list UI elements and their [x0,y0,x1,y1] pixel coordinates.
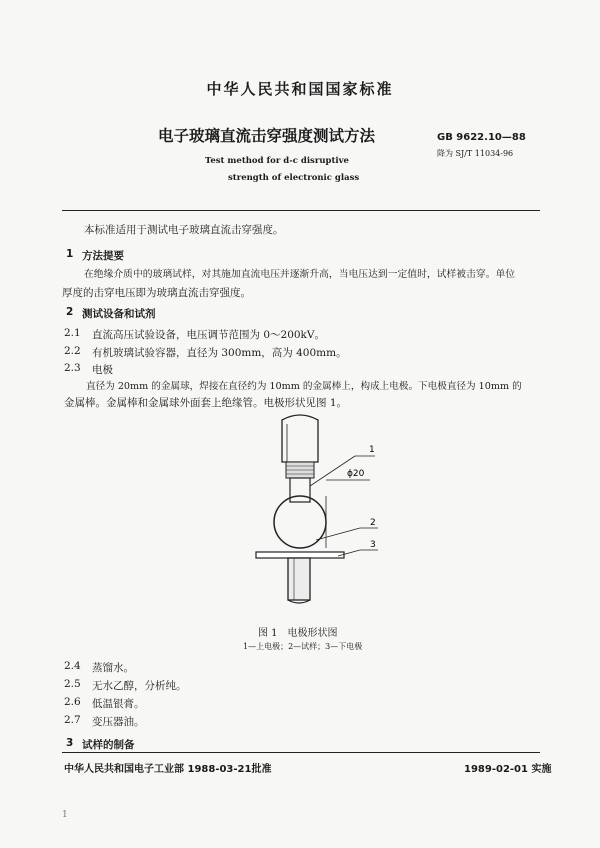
dimension-label: ϕ20 [347,469,365,479]
figure-caption: 图 1 电极形状图 [258,628,338,639]
section-3-number: 3 [66,737,74,749]
lower-electrode-rod [288,558,310,600]
item-2-6-number: 2.6 [64,696,81,708]
electrode-diagram [230,410,400,615]
english-title-line2: strength of electronic glass [228,173,360,183]
item-2-2-text: 有机玻璃试验容器，直径为 300mm，高为 400mm。 [92,347,347,359]
english-title-line1: Test method for d-c disruptive [205,156,349,166]
header-divider [62,210,540,211]
figure-legend: 1—上电极；2—试样；3—下电极 [243,642,363,651]
item-2-5-text: 无水乙醇，分析纯。 [92,680,187,692]
item-2-3-number: 2.3 [64,362,81,374]
section-1-number: 1 [66,248,74,260]
standard-number: GB 9622.10—88 [437,132,526,143]
item-2-7-number: 2.7 [64,714,81,726]
upper-electrode-rod [290,478,310,502]
label-3: 3 [370,540,376,550]
item-2-1-text: 直流高压试验设备，电压调节范围为 0～200kV。 [92,329,326,341]
scope-text: 本标准适用于测试电子玻璃直流击穿强度。 [84,224,284,236]
label-1: 1 [369,445,375,455]
section-1-text-line2: 厚度的击穿电压即为玻璃直流击穿强度。 [62,287,251,299]
item-2-7-text: 变压器油。 [92,716,145,728]
implementation-date: 1989-02-01 实施 [464,764,552,775]
electrode-text-line2: 金属棒。金属棒和金属球外面套上绝缘管。电极形状见图 1。 [64,397,348,409]
section-2-title: 测试设备和试剂 [82,308,156,320]
section-3-title: 试样的制备 [82,739,135,751]
item-2-2-number: 2.2 [64,345,81,357]
item-2-4-number: 2.4 [64,660,81,672]
national-standard-heading: 中华人民共和国国家标准 [206,80,394,98]
label-2: 2 [370,518,376,528]
upper-electrode-ball [274,496,326,548]
section-2-number: 2 [66,306,74,318]
item-2-4-text: 蒸馏水。 [92,662,134,674]
electrode-text-line1: 直径为 20mm 的金属球，焊接在直径约为 10mm 的金属棒上，构成上电极。下电极直径为 10mm 的 [86,381,522,392]
page-mark: 1 [62,810,68,820]
footer-divider [62,752,540,753]
item-2-1-number: 2.1 [64,327,81,339]
glass-specimen [256,552,344,558]
document-title: 电子玻璃直流击穿强度测试方法 [158,127,376,145]
section-1-title: 方法提要 [82,250,124,262]
item-2-6-text: 低温银膏。 [92,698,145,710]
section-1-text-line1: 在绝缘介质中的玻璃试样，对其施加直流电压并逐渐升高，当电压达到一定值时，试样被击穿。单位 [84,269,516,280]
item-2-3-text: 电极 [92,364,113,376]
approval-line: 中华人民共和国电子工业部 1988-03-21批准 [64,764,272,775]
item-2-5-number: 2.5 [64,678,81,690]
reclassified-number: 降为 SJ/T 11034-96 [437,149,514,158]
